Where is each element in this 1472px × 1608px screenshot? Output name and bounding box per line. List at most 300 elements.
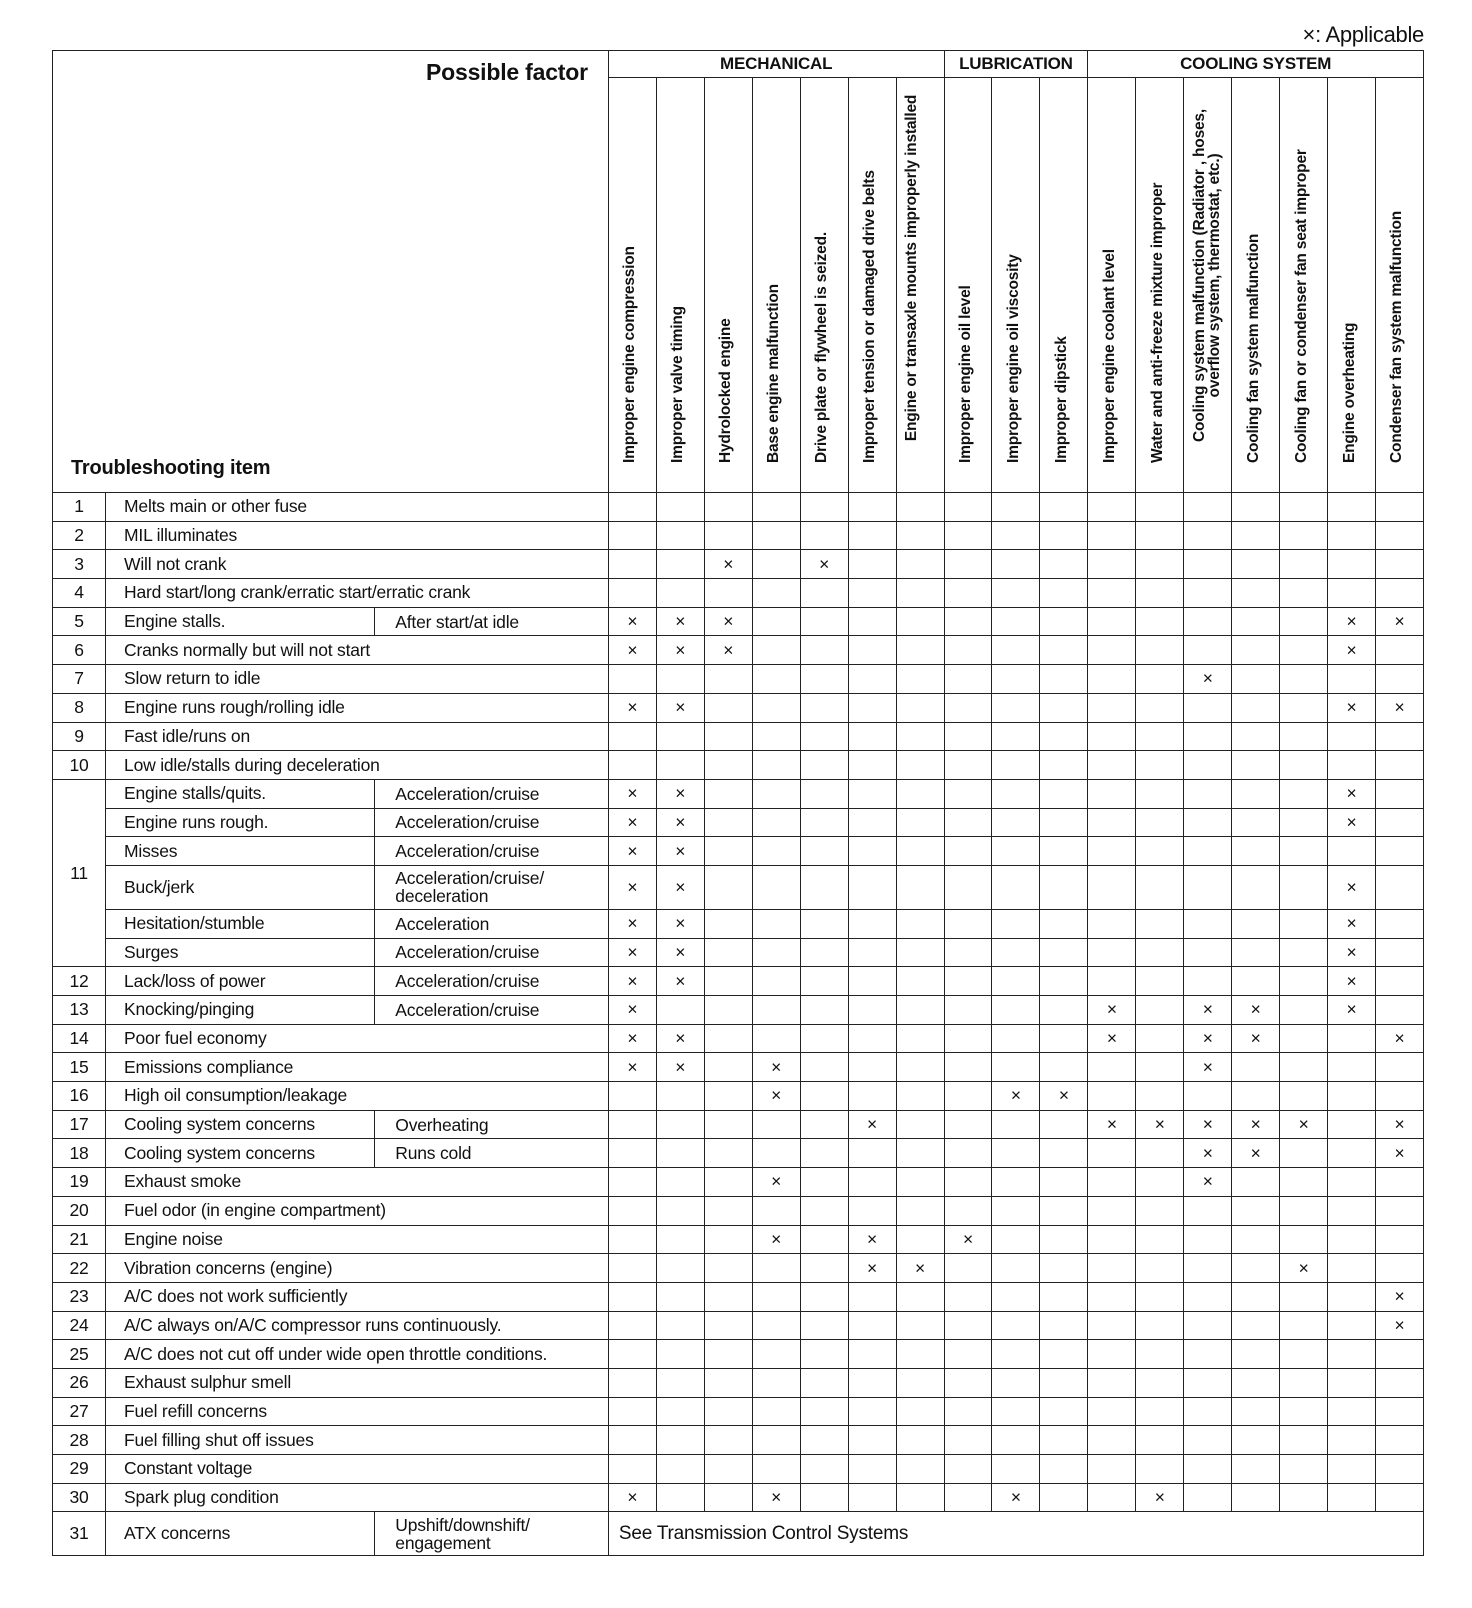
empty-cell [896, 1110, 944, 1139]
applicable-mark: × [704, 550, 752, 579]
empty-cell [752, 837, 800, 866]
troubleshooting-item: MIL illuminates [106, 521, 609, 550]
table-row [53, 938, 1424, 967]
empty-cell [992, 1368, 1040, 1397]
troubleshooting-item: Hard start/long crank/erratic start/erratic crank [106, 579, 609, 608]
empty-cell [1088, 865, 1136, 909]
empty-cell [1232, 779, 1280, 808]
table-row [53, 1397, 1424, 1426]
empty-cell [1328, 1340, 1376, 1369]
troubleshooting-item: Will not crank [106, 550, 609, 579]
applicable-mark: × [1375, 1139, 1423, 1168]
empty-cell [1040, 1311, 1088, 1340]
empty-cell [704, 751, 752, 780]
empty-cell [944, 1368, 992, 1397]
table-row [53, 493, 1424, 522]
row-number: 8 [53, 693, 106, 722]
empty-cell [1136, 693, 1184, 722]
row-number: 2 [53, 521, 106, 550]
empty-cell [992, 1196, 1040, 1225]
empty-cell [848, 996, 896, 1025]
empty-cell [1040, 521, 1088, 550]
empty-cell [1232, 909, 1280, 938]
troubleshooting-condition: Acceleration/cruise [375, 938, 609, 967]
empty-cell [944, 1397, 992, 1426]
empty-cell [992, 1311, 1040, 1340]
applicable-mark: × [1328, 636, 1376, 665]
empty-cell [608, 579, 656, 608]
empty-cell [1040, 967, 1088, 996]
empty-cell [1232, 1397, 1280, 1426]
empty-cell [800, 808, 848, 837]
row-number: 24 [53, 1311, 106, 1340]
applicable-mark: × [752, 1483, 800, 1512]
factor-column-label: Condenser fan system malfunction [1388, 211, 1406, 463]
empty-cell [800, 722, 848, 751]
empty-cell [1232, 751, 1280, 780]
empty-cell [800, 1110, 848, 1139]
troubleshooting-item: ATX concerns [106, 1512, 375, 1556]
empty-cell [656, 1426, 704, 1455]
factor-column-label: Improper engine compression [621, 246, 639, 463]
empty-cell [752, 1340, 800, 1369]
applicable-mark: × [608, 996, 656, 1025]
empty-cell [896, 1196, 944, 1225]
empty-cell [1232, 722, 1280, 751]
empty-cell [1375, 808, 1423, 837]
empty-cell [1136, 493, 1184, 522]
empty-cell [848, 751, 896, 780]
empty-cell [1280, 1024, 1328, 1053]
empty-cell [1136, 521, 1184, 550]
table-row [53, 1082, 1424, 1111]
empty-cell [608, 1311, 656, 1340]
empty-cell [800, 1168, 848, 1197]
empty-cell [1088, 493, 1136, 522]
empty-cell [1232, 1282, 1280, 1311]
empty-cell [848, 693, 896, 722]
factor-column-header [992, 78, 1040, 493]
empty-cell [1328, 521, 1376, 550]
empty-cell [992, 636, 1040, 665]
empty-cell [992, 550, 1040, 579]
applicable-mark: × [656, 808, 704, 837]
empty-cell [992, 521, 1040, 550]
empty-cell [752, 808, 800, 837]
empty-cell [1328, 1139, 1376, 1168]
empty-cell [800, 1254, 848, 1283]
empty-cell [1232, 693, 1280, 722]
empty-cell [992, 1455, 1040, 1484]
empty-cell [752, 1426, 800, 1455]
empty-cell [944, 751, 992, 780]
applicable-mark: × [608, 938, 656, 967]
empty-cell [1328, 751, 1376, 780]
empty-cell [1136, 1426, 1184, 1455]
troubleshooting-condition: Acceleration/cruise/ deceleration [375, 865, 609, 909]
empty-cell [1232, 607, 1280, 636]
empty-cell [1232, 579, 1280, 608]
empty-cell [896, 607, 944, 636]
troubleshooting-item: Fast idle/runs on [106, 722, 609, 751]
troubleshooting-item-heading: Troubleshooting item [71, 457, 271, 479]
empty-cell [1280, 808, 1328, 837]
troubleshooting-item: Fuel refill concerns [106, 1397, 609, 1426]
empty-cell [1328, 1110, 1376, 1139]
empty-cell [704, 1254, 752, 1283]
table-row [53, 607, 1424, 636]
empty-cell [848, 636, 896, 665]
empty-cell [1375, 1053, 1423, 1082]
empty-cell [896, 1483, 944, 1512]
empty-cell [1136, 1196, 1184, 1225]
empty-cell [656, 579, 704, 608]
empty-cell [1184, 967, 1232, 996]
applicable-mark: × [656, 636, 704, 665]
empty-cell [656, 521, 704, 550]
empty-cell [1280, 1282, 1328, 1311]
empty-cell [1328, 1024, 1376, 1053]
empty-cell [992, 1168, 1040, 1197]
factor-column-header [752, 78, 800, 493]
empty-cell [1040, 607, 1088, 636]
empty-cell [1280, 779, 1328, 808]
empty-cell [896, 665, 944, 694]
troubleshooting-condition: Acceleration/cruise [375, 967, 609, 996]
empty-cell [992, 1139, 1040, 1168]
empty-cell [656, 1368, 704, 1397]
empty-cell [656, 1311, 704, 1340]
empty-cell [704, 1225, 752, 1254]
empty-cell [1184, 493, 1232, 522]
factor-column-label: Improper valve timing [669, 306, 687, 463]
empty-cell [1232, 938, 1280, 967]
empty-cell [992, 579, 1040, 608]
empty-cell [752, 607, 800, 636]
row-number: 7 [53, 665, 106, 694]
empty-cell [992, 996, 1040, 1025]
empty-cell [752, 1455, 800, 1484]
empty-cell [992, 693, 1040, 722]
empty-cell [1040, 1139, 1088, 1168]
empty-cell [896, 1168, 944, 1197]
applicable-mark: × [1088, 996, 1136, 1025]
empty-cell [608, 1455, 656, 1484]
troubleshooting-item: Low idle/stalls during deceleration [106, 751, 609, 780]
empty-cell [704, 1311, 752, 1340]
empty-cell [896, 1455, 944, 1484]
empty-cell [656, 1483, 704, 1512]
empty-cell [752, 938, 800, 967]
applicable-mark: × [1184, 1024, 1232, 1053]
empty-cell [1328, 493, 1376, 522]
empty-cell [752, 1397, 800, 1426]
applicable-mark: × [848, 1225, 896, 1254]
empty-cell [1280, 938, 1328, 967]
empty-cell [848, 1053, 896, 1082]
factor-column-header [704, 78, 752, 493]
empty-cell [752, 1196, 800, 1225]
empty-cell [1375, 636, 1423, 665]
table-row [53, 1282, 1424, 1311]
troubleshooting-item: Poor fuel economy [106, 1024, 609, 1053]
empty-cell [896, 1082, 944, 1111]
empty-cell [608, 1196, 656, 1225]
empty-cell [992, 665, 1040, 694]
empty-cell [656, 493, 704, 522]
empty-cell [1040, 779, 1088, 808]
factor-column-header [1136, 78, 1184, 493]
empty-cell [944, 938, 992, 967]
empty-cell [704, 1340, 752, 1369]
factor-column-label: Improper tension or damaged drive belts [861, 170, 879, 463]
empty-cell [1232, 550, 1280, 579]
empty-cell [1088, 779, 1136, 808]
empty-cell [1184, 607, 1232, 636]
empty-cell [896, 909, 944, 938]
empty-cell [752, 1282, 800, 1311]
empty-cell [800, 967, 848, 996]
applicable-mark: × [752, 1225, 800, 1254]
empty-cell [1184, 1483, 1232, 1512]
empty-cell [896, 722, 944, 751]
applicable-mark: × [704, 636, 752, 665]
empty-cell [896, 1225, 944, 1254]
empty-cell [704, 693, 752, 722]
troubleshooting-item: A/C always on/A/C compressor runs continuously. [106, 1311, 609, 1340]
troubleshooting-item: Engine runs rough/rolling idle [106, 693, 609, 722]
empty-cell [944, 1024, 992, 1053]
empty-cell [1040, 579, 1088, 608]
applicable-mark: × [1328, 996, 1376, 1025]
empty-cell [1375, 1196, 1423, 1225]
empty-cell [1184, 521, 1232, 550]
applicable-mark: × [1375, 1110, 1423, 1139]
empty-cell [608, 1139, 656, 1168]
empty-cell [944, 521, 992, 550]
empty-cell [1375, 1082, 1423, 1111]
empty-cell [1088, 1397, 1136, 1426]
empty-cell [608, 1397, 656, 1426]
empty-cell [1280, 1168, 1328, 1197]
applicable-mark: × [608, 808, 656, 837]
empty-cell [992, 1426, 1040, 1455]
table-row [53, 1196, 1424, 1225]
empty-cell [1136, 722, 1184, 751]
applicable-mark: × [848, 1110, 896, 1139]
empty-cell [1328, 1196, 1376, 1225]
empty-cell [992, 909, 1040, 938]
empty-cell [1328, 1082, 1376, 1111]
empty-cell [1375, 665, 1423, 694]
empty-cell [1232, 1483, 1280, 1512]
empty-cell [1088, 607, 1136, 636]
row-number: 4 [53, 579, 106, 608]
empty-cell [1184, 1368, 1232, 1397]
empty-cell [848, 1168, 896, 1197]
empty-cell [1136, 550, 1184, 579]
row-number: 23 [53, 1282, 106, 1311]
empty-cell [1375, 865, 1423, 909]
row-number: 10 [53, 751, 106, 780]
applicable-legend: ×: Applicable [1302, 22, 1424, 47]
empty-cell [1040, 938, 1088, 967]
applicable-mark: × [608, 779, 656, 808]
empty-cell [1040, 1340, 1088, 1369]
empty-cell [1136, 1082, 1184, 1111]
row-number: 31 [53, 1512, 106, 1556]
empty-cell [800, 579, 848, 608]
empty-cell [1375, 909, 1423, 938]
empty-cell [608, 1282, 656, 1311]
empty-cell [944, 909, 992, 938]
empty-cell [1375, 550, 1423, 579]
empty-cell [848, 1368, 896, 1397]
row-number: 25 [53, 1340, 106, 1369]
empty-cell [752, 550, 800, 579]
empty-cell [944, 722, 992, 751]
applicable-mark: × [656, 909, 704, 938]
table-row [53, 808, 1424, 837]
applicable-mark: × [608, 636, 656, 665]
table-row [53, 1426, 1424, 1455]
table-row [53, 751, 1424, 780]
factor-column-header [944, 78, 992, 493]
table-row [53, 909, 1424, 938]
empty-cell [1088, 909, 1136, 938]
empty-cell [800, 1426, 848, 1455]
factor-column-label: Drive plate or flywheel is seized. [813, 232, 831, 463]
empty-cell [848, 1340, 896, 1369]
empty-cell [1136, 1397, 1184, 1426]
empty-cell [896, 751, 944, 780]
factor-column-label: Improper engine oil level [956, 285, 974, 463]
empty-cell [992, 1254, 1040, 1283]
empty-cell [800, 938, 848, 967]
empty-cell [704, 493, 752, 522]
empty-cell [1088, 808, 1136, 837]
group-lubrication: LUBRICATION [944, 51, 1088, 78]
empty-cell [800, 996, 848, 1025]
empty-cell [1040, 808, 1088, 837]
empty-cell [896, 636, 944, 665]
empty-cell [1232, 665, 1280, 694]
troubleshooting-item: Spark plug condition [106, 1483, 609, 1512]
empty-cell [1375, 493, 1423, 522]
applicable-mark: × [752, 1082, 800, 1111]
empty-cell [800, 521, 848, 550]
empty-cell [800, 693, 848, 722]
empty-cell [704, 665, 752, 694]
empty-cell [896, 1426, 944, 1455]
empty-cell [656, 751, 704, 780]
table-row [53, 996, 1424, 1025]
empty-cell [1040, 1426, 1088, 1455]
empty-cell [896, 1340, 944, 1369]
empty-cell [1136, 751, 1184, 780]
troubleshooting-condition: After start/at idle [375, 607, 609, 636]
empty-cell [656, 1139, 704, 1168]
empty-cell [1375, 751, 1423, 780]
empty-cell [1136, 808, 1184, 837]
applicable-mark: × [608, 909, 656, 938]
empty-cell [992, 1110, 1040, 1139]
empty-cell [1280, 967, 1328, 996]
empty-cell [800, 1311, 848, 1340]
table-row [53, 967, 1424, 996]
empty-cell [1280, 722, 1328, 751]
row-number: 18 [53, 1139, 106, 1168]
empty-cell [848, 550, 896, 579]
group-cooling-system: COOLING SYSTEM [1088, 51, 1424, 78]
empty-cell [1232, 1196, 1280, 1225]
empty-cell [704, 779, 752, 808]
empty-cell [1136, 1311, 1184, 1340]
empty-cell [800, 837, 848, 866]
empty-cell [1375, 722, 1423, 751]
row-number: 5 [53, 607, 106, 636]
empty-cell [944, 1110, 992, 1139]
empty-cell [704, 1168, 752, 1197]
empty-cell [1040, 722, 1088, 751]
row-number: 29 [53, 1455, 106, 1484]
empty-cell [1040, 1168, 1088, 1197]
table-row [53, 1254, 1424, 1283]
empty-cell [656, 1397, 704, 1426]
empty-cell [1040, 1196, 1088, 1225]
empty-cell [1280, 1082, 1328, 1111]
empty-cell [1088, 1082, 1136, 1111]
empty-cell [992, 808, 1040, 837]
applicable-mark: × [1328, 607, 1376, 636]
row-number: 11 [53, 779, 106, 966]
applicable-mark: × [1184, 665, 1232, 694]
empty-cell [1232, 1082, 1280, 1111]
troubleshooting-item: Engine noise [106, 1225, 609, 1254]
empty-cell [704, 1483, 752, 1512]
troubleshooting-item: Knocking/pinging [106, 996, 375, 1025]
empty-cell [1136, 779, 1184, 808]
empty-cell [752, 865, 800, 909]
applicable-mark: × [1328, 938, 1376, 967]
empty-cell [656, 1225, 704, 1254]
empty-cell [1088, 1340, 1136, 1369]
empty-cell [848, 938, 896, 967]
applicable-mark: × [1184, 1168, 1232, 1197]
factor-column-header [1040, 78, 1088, 493]
empty-cell [704, 1426, 752, 1455]
empty-cell [704, 1082, 752, 1111]
applicable-mark: × [656, 693, 704, 722]
empty-cell [1040, 996, 1088, 1025]
applicable-mark: × [656, 779, 704, 808]
row-number: 19 [53, 1168, 106, 1197]
table-row [53, 1340, 1424, 1369]
table-row [53, 1024, 1424, 1053]
empty-cell [608, 521, 656, 550]
empty-cell [1184, 938, 1232, 967]
row-number: 26 [53, 1368, 106, 1397]
empty-cell [1232, 1168, 1280, 1197]
empty-cell [848, 722, 896, 751]
factor-column-header [1232, 78, 1280, 493]
empty-cell [608, 1225, 656, 1254]
empty-cell [992, 607, 1040, 636]
empty-cell [848, 1282, 896, 1311]
empty-cell [1280, 1311, 1328, 1340]
applicable-mark: × [608, 1483, 656, 1512]
empty-cell [944, 550, 992, 579]
